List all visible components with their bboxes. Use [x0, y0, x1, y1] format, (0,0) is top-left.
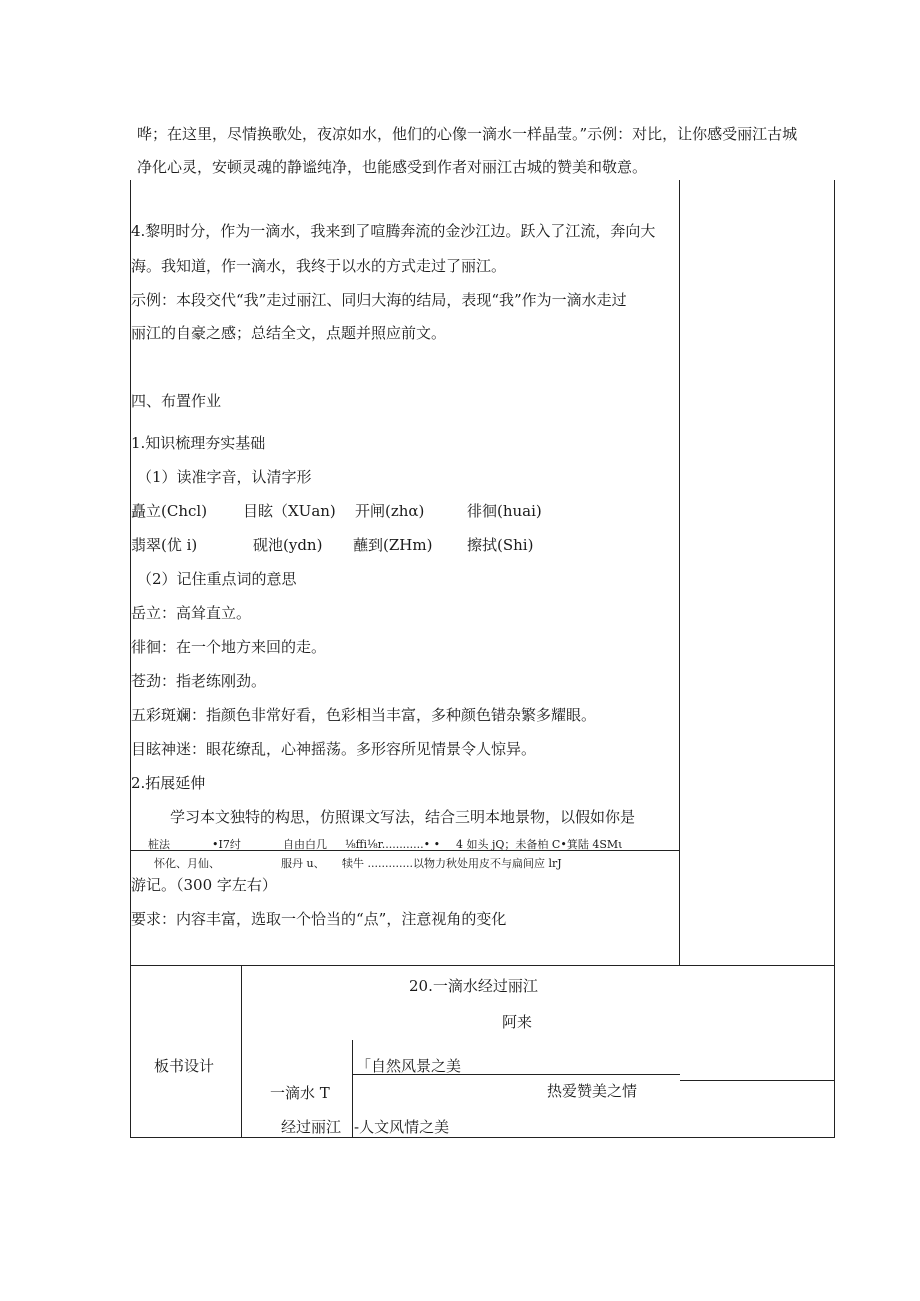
board-left-border: [130, 965, 131, 1138]
pronunciation-item: 擦拭(Shi): [467, 536, 534, 554]
continuation-line-1: 哗；在这里，尽情换歌处，夜凉如水，他们的心像一滴水一样晶莹。”示例：对比，让你感受丽江古城: [137, 125, 798, 143]
table-mid-border: [679, 180, 680, 965]
subsection-1-heading: （1）读准字音，认清字形: [137, 468, 312, 486]
board-left-top: 一滴水 T: [270, 1084, 330, 1102]
board-item-nature: 「自然风景之美: [356, 1057, 462, 1075]
section-2-heading: 2.拓展延伸: [131, 774, 206, 792]
essay-requirement: 要求：内容丰富，选取一个恰当的“点”，注意视角的变化: [131, 910, 507, 928]
section-1-heading: 1.知识梳理夯实基础: [131, 434, 266, 452]
essay-length: 游记。（300 字左右）: [131, 876, 277, 894]
definition-item: 岳立：高耸直立。: [131, 604, 252, 622]
garbled-text: 犊牛 .............以物力秋处用皮不与扁间应 lrJ: [342, 857, 562, 870]
para4-line-1: 4.黎明时分，作为一滴水，我来到了喧腾奔流的金沙江边。跃入了江流，奔向大: [131, 222, 656, 240]
para4-line-4: 丽江的自豪之感；总结全文，点题并照应前文。: [131, 324, 447, 342]
board-center-theme: 热爱赞美之情: [547, 1082, 638, 1100]
board-label-divider: [241, 965, 242, 1138]
garbled-text: 4 如头 jQ；未备柏 C•箕陆 4SMι: [456, 838, 623, 851]
pronunciation-item: 目眩（XUan): [243, 502, 336, 520]
garbled-text: 桩法: [148, 838, 170, 851]
garbled-text: 怀化、月仙、: [154, 857, 220, 870]
garbled-text: 自由白几: [283, 838, 327, 851]
brace-line: [352, 1040, 353, 1137]
para4-line-2: 海。我知道，作一滴水，我终于以水的方式走过了丽江。: [131, 257, 507, 275]
definition-item: 目眩神迷：眼花缭乱，心神摇荡。多形容所见情景令人惊异。: [131, 740, 537, 758]
pronunciation-item: 砚池(ydn): [253, 536, 323, 554]
homework-heading: 四、布置作业: [131, 392, 222, 410]
continuation-line-2: 净化心灵，安顿灵魂的静谧纯净，也能感受到作者对丽江古城的赞美和敬意。: [137, 158, 648, 176]
definition-item: 五彩斑斓：指颜色非常好看，色彩相当丰富，多种颜色错杂繁多耀眼。: [131, 706, 597, 724]
para4-line-3: 示例：本段交代“我”走过丽江、同归大海的结局，表现“我”作为一滴水走过: [131, 291, 627, 309]
garbled-text: •I7纣: [212, 838, 241, 851]
definition-item: 徘徊：在一个地方来回的走。: [131, 638, 327, 656]
table-bottom-border: [130, 1137, 835, 1138]
board-design-label: 板书设计: [154, 1057, 215, 1075]
row-divider: [130, 965, 835, 966]
pronunciation-item: 翡翠(优 i): [131, 536, 198, 554]
pronunciation-item: 徘徊(huai): [467, 502, 542, 520]
pronunciation-item: 蘸到(ZHm): [353, 536, 433, 554]
extension-task: 学习本文独特的构思，仿照课文写法，结合三明本地景物，以假如你是: [170, 808, 636, 826]
board-left-bottom: 经过丽江: [281, 1118, 342, 1136]
board-title: 20.一滴水经过丽江: [409, 977, 538, 995]
pronunciation-item: 矗立(Chcl): [131, 502, 208, 520]
pronunciation-item: 开闸(zhα): [355, 502, 425, 520]
subsection-2-heading: （2）记住重点词的意思: [137, 570, 297, 588]
garbled-text: 服丹 u、: [281, 857, 325, 870]
board-item-culture: -人文风情之美: [354, 1118, 450, 1136]
table-right-border: [834, 180, 835, 1138]
branch-line: [680, 1080, 835, 1081]
garbled-text: ⅛ffi⅛r............• •: [345, 838, 441, 851]
board-author: 阿来: [502, 1013, 533, 1031]
definition-item: 苍劲：指老练刚劲。: [131, 672, 267, 690]
